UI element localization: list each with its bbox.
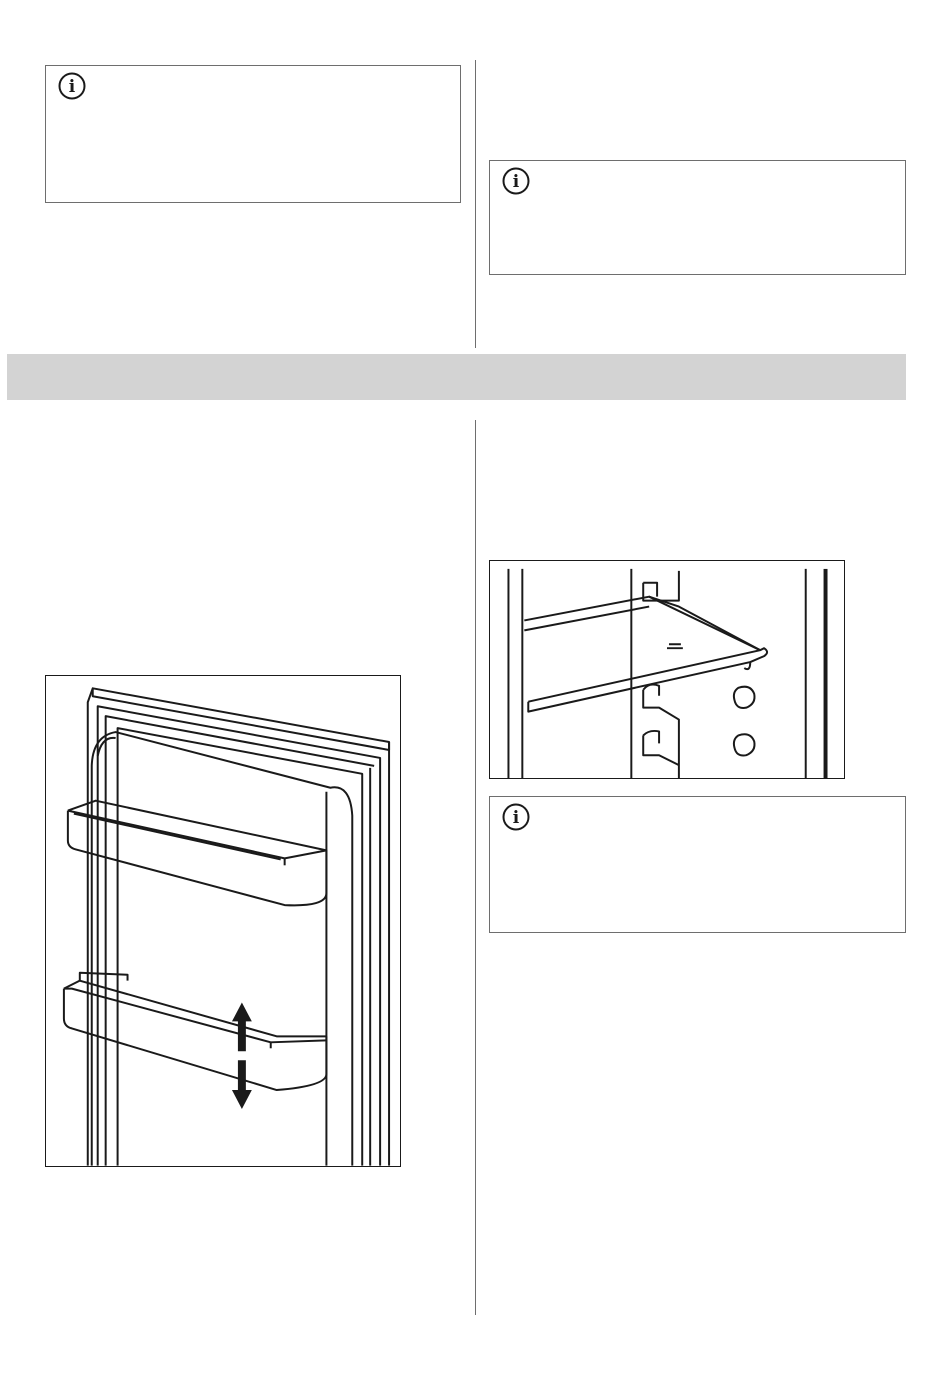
info-note-box [489, 160, 906, 275]
svg-text:i: i [512, 172, 520, 192]
column-divider-top [475, 60, 476, 348]
svg-text:i: i [68, 77, 76, 97]
information-icon [502, 167, 530, 195]
door-balcony-illustration [45, 675, 401, 1167]
section-heading-bar [7, 354, 906, 400]
svg-text:i: i [512, 808, 520, 828]
door-balcony-drawing [46, 676, 400, 1166]
info-note-box [45, 65, 461, 203]
glass-shelf-illustration [489, 560, 845, 779]
glass-shelf-drawing [490, 561, 844, 778]
info-note-box [489, 796, 906, 933]
column-divider-bottom [475, 420, 476, 1315]
information-icon [58, 72, 86, 100]
information-icon [502, 803, 530, 831]
